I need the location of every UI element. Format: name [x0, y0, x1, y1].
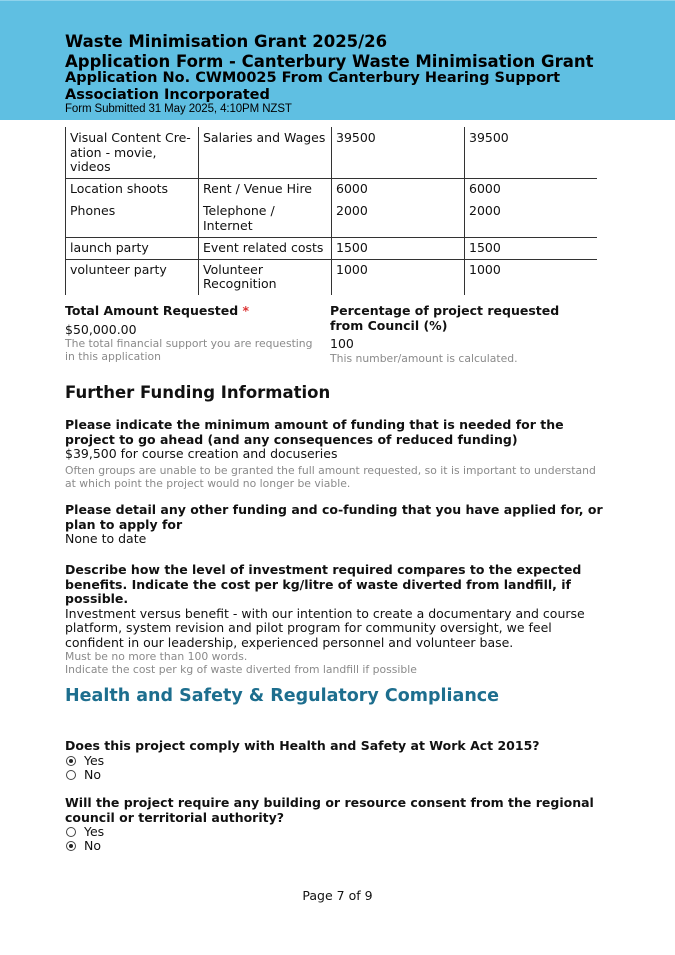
radio-unselected-icon[interactable] [66, 770, 76, 780]
other-funding-field [65, 503, 605, 547]
hs-compliance-no-option[interactable]: No [65, 768, 610, 782]
minimum-funding-value: $39,500 for course creation and docuseries [65, 446, 338, 461]
total-amount-label: Total Amount Requested * [65, 303, 250, 318]
category-cell: Event related costs [199, 238, 332, 260]
other-funding-label: Please detail any other funding and co-funding that you have applied for, or plan to apply for [65, 502, 603, 532]
consent-no-option[interactable]: No [65, 839, 610, 853]
item-cell: Visual Content Cre-ation - movie, videos [66, 127, 199, 178]
consent-question [65, 796, 610, 853]
radio-selected-icon[interactable] [66, 841, 76, 851]
required-marker: * [242, 303, 250, 318]
consent-label: Will the project require any building or resource consent from the regional council or territorial authority? [65, 795, 594, 825]
application-number: Application No. CWM0025 From Canterbury Hearing Support Association Incorporated [65, 70, 561, 103]
category-cell: Volunteer Recognition [199, 259, 332, 295]
investment-benefit-field [65, 563, 610, 676]
health-safety-heading: Health and Safety & Regulatory Compliance [65, 686, 500, 706]
cost-per-kg-hint: Indicate the cost per kg of waste diverted from landfill if possible [65, 663, 417, 676]
word-limit-hint: Must be no more than 100 words. [65, 650, 248, 663]
minimum-funding-label: Please indicate the minimum amount of funding that is needed for the project to go ahead (and any consequences of reduced funding) [65, 417, 564, 447]
hs-compliance-question [65, 739, 610, 782]
requested-cell: 1000 [465, 259, 598, 295]
total-amount-value: $50,000.00 [65, 321, 137, 337]
grant-title: Waste Minimisation Grant 2025/26 [65, 32, 388, 51]
percentage-hint: This number/amount is calculated. [330, 351, 518, 365]
percentage-value: 100 [330, 336, 354, 351]
requested-cell: 6000 [465, 178, 598, 201]
total-amount-hint: The total financial support you are requesting in this application [65, 337, 313, 363]
hs-compliance-yes-option[interactable]: Yes [65, 754, 610, 768]
investment-benefit-label: Describe how the level of investment required compares to the expected benefits. Indicate the cost per kg/litre of waste diverted from landfill, if possible. [65, 562, 582, 606]
cost-cell: 6000 [332, 178, 465, 201]
percentage-field [330, 304, 590, 365]
total-amount-field [65, 304, 320, 363]
item-cell: Phones [66, 201, 199, 238]
submitted-timestamp: Form Submitted 31 May 2025, 4:10PM NZST [65, 103, 292, 115]
further-funding-heading: Further Funding Information [65, 383, 331, 402]
cost-cell: 2000 [332, 201, 465, 238]
form-name: Application Form - Canterbury Waste Minimisation Grant [65, 52, 594, 71]
investment-benefit-value: Investment versus benefit - with our intention to create a documentary and course platform, system revision and pilot program for community oversight, we feel confident in our leadership, experienced personnel and volunteer base. [65, 605, 585, 650]
item-cell: volunteer party [66, 259, 199, 295]
item-cell: Location shoots [66, 178, 199, 201]
table-row [66, 259, 598, 295]
category-cell: Rent / Venue Hire [199, 178, 332, 201]
consent-yes-option[interactable]: Yes [65, 825, 610, 839]
radio-unselected-icon[interactable] [66, 827, 76, 837]
cost-cell: 1000 [332, 259, 465, 295]
table-row [66, 178, 598, 201]
page-number: Page 7 of 9 [302, 888, 373, 903]
percentage-label: Percentage of project requested from Council (%) [330, 303, 560, 333]
category-cell: Salaries and Wages [199, 127, 332, 178]
budget-table [65, 127, 597, 295]
item-cell: launch party [66, 238, 199, 260]
table-row [66, 127, 598, 178]
table-row [66, 238, 598, 260]
radio-selected-icon[interactable] [66, 756, 76, 766]
hs-compliance-label: Does this project comply with Health and Safety at Work Act 2015? [65, 738, 540, 753]
form-header [0, 0, 675, 120]
cost-cell: 39500 [332, 127, 465, 178]
cost-cell: 1500 [332, 238, 465, 260]
minimum-funding-hint: Often groups are unable to be granted the full amount requested, so it is important to understand at which point the project would no longer be viable. [65, 463, 596, 490]
requested-cell: 2000 [465, 201, 598, 238]
other-funding-value: None to date [65, 531, 147, 546]
minimum-funding-field [65, 418, 605, 490]
category-cell: Telephone / Internet [199, 201, 332, 238]
requested-cell: 1500 [465, 238, 598, 260]
table-row [66, 201, 598, 238]
requested-cell: 39500 [465, 127, 598, 178]
